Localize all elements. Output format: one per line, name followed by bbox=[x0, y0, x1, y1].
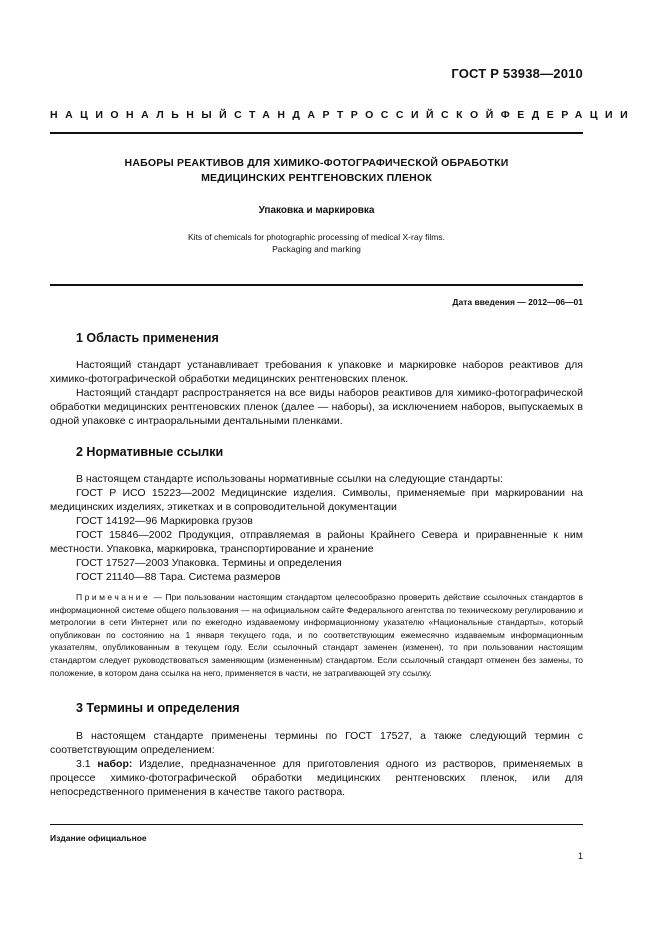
banner-word: ФЕДЕРАЦИИ bbox=[500, 109, 636, 121]
banner-word: СТАНДАРТ bbox=[234, 109, 351, 121]
document-title bbox=[50, 156, 583, 186]
footer-rule bbox=[50, 824, 583, 825]
normative-reference: ГОСТ Р ИСО 15223—2002 Медицинские изделия. Символы, применяемые при маркировании на медицинских изделиях, этикетках и в сопроводительной документации bbox=[50, 487, 583, 513]
term-number: 3.1 bbox=[76, 758, 91, 770]
normative-reference: ГОСТ 14192—96 Маркировка грузов bbox=[76, 515, 253, 527]
term-definition bbox=[50, 757, 583, 799]
top-rule bbox=[50, 132, 583, 134]
section-2-intro: В настоящем стандарте использованы нормативные ссылки на следующие стандарты: bbox=[76, 473, 503, 485]
note-label: Примечание bbox=[76, 592, 151, 602]
title-line: НАБОРЫ РЕАКТИВОВ ДЛЯ ХИМИКО-ФОТОГРАФИЧЕСКОЙ ОБРАБОТКИ bbox=[124, 157, 509, 169]
national-standard-banner bbox=[50, 109, 636, 121]
term-name: набор: bbox=[97, 758, 133, 770]
normative-reference: ГОСТ 17527—2003 Упаковка. Термины и определения bbox=[76, 557, 342, 569]
banner-word: НАЦИОНАЛЬНЫЙ bbox=[50, 109, 235, 121]
normative-reference: ГОСТ 21140—88 Тара. Система размеров bbox=[76, 571, 281, 583]
term-definition-text: Изделие, предназначенное для приготовления одного из растворов, применяемых в процессе химико-фотографической обработки медицинских рентгеновских пленок, или для непосредственного применения в качестве такого раствора. bbox=[50, 758, 584, 798]
official-edition-label: Издание официальное bbox=[50, 833, 147, 843]
section-1-paragraph-2: Настоящий стандарт распространяется на все виды наборов реактивов для химико-фотографической обработки медицинских рентгеновских пленок (далее — наборы), за исключением наборов, выпускаемых в одной упаковке с интраоральными дентальными пленками. bbox=[50, 387, 583, 427]
document-subtitle: Упаковка и маркировка bbox=[258, 205, 375, 216]
english-title-line: Packaging and marking bbox=[272, 244, 361, 254]
section-1-heading: 1 Область применения bbox=[76, 331, 219, 345]
section-3-paragraph-1: В настоящем стандарте применены термины по ГОСТ 17527, а также следующий термин с соответствующим определением: bbox=[50, 730, 583, 756]
title-line: МЕДИЦИНСКИХ РЕНТГЕНОВСКИХ ПЛЕНОК bbox=[201, 172, 432, 184]
english-title-line: Kits of chemicals for photographic processing of medical X-ray films. bbox=[188, 232, 445, 242]
normative-reference: ГОСТ 15846—2002 Продукция, отправляемая в районы Крайнего Севера и приравненные к ним местности. Упаковка, маркировка, транспортирование и хранение bbox=[50, 529, 583, 555]
section-3-heading: 3 Термины и определения bbox=[76, 701, 240, 715]
page-number: 1 bbox=[577, 851, 583, 861]
section-1-paragraph-1: Настоящий стандарт устанавливает требования к упаковке и маркировке наборов реактивов для химико-фотографической обработки медицинских рентгеновских пленок. bbox=[50, 359, 583, 385]
banner-word: РОССИЙСКОЙ bbox=[350, 109, 501, 121]
note-text: — При пользовании настоящим стандартом целесообразно проверить действие ссылочных стандартов в информационной системе общего пользования — на официальном сайте Федерального агентства по техническому регулированию и метрологии в сети Интернет или по ежегодно издаваемому информационному указателю «Национальные стандарты», который опубликован по состоянию на 1 января текущего года, и по соответствующим ежемесячно издаваемым информационным указателям, опубликованным в текущем году. Если ссылочный стандарт заменен (изменен), то при пользовании настоящим стандартом следует руководствоваться заменяющим (измененным) стандартом. Если ссылочный стандарт отменен без замены, то положение, в котором дана ссылка на него, применяется в части, не затрагивающей эту ссылку. bbox=[50, 592, 583, 678]
introduction-date: Дата введения — 2012—06—01 bbox=[452, 297, 583, 307]
section-2-note bbox=[50, 591, 583, 679]
title-bottom-rule bbox=[50, 284, 583, 286]
english-title bbox=[50, 231, 583, 255]
section-2-heading: 2 Нормативные ссылки bbox=[76, 445, 224, 459]
document-number: ГОСТ Р 53938—2010 bbox=[451, 66, 583, 81]
